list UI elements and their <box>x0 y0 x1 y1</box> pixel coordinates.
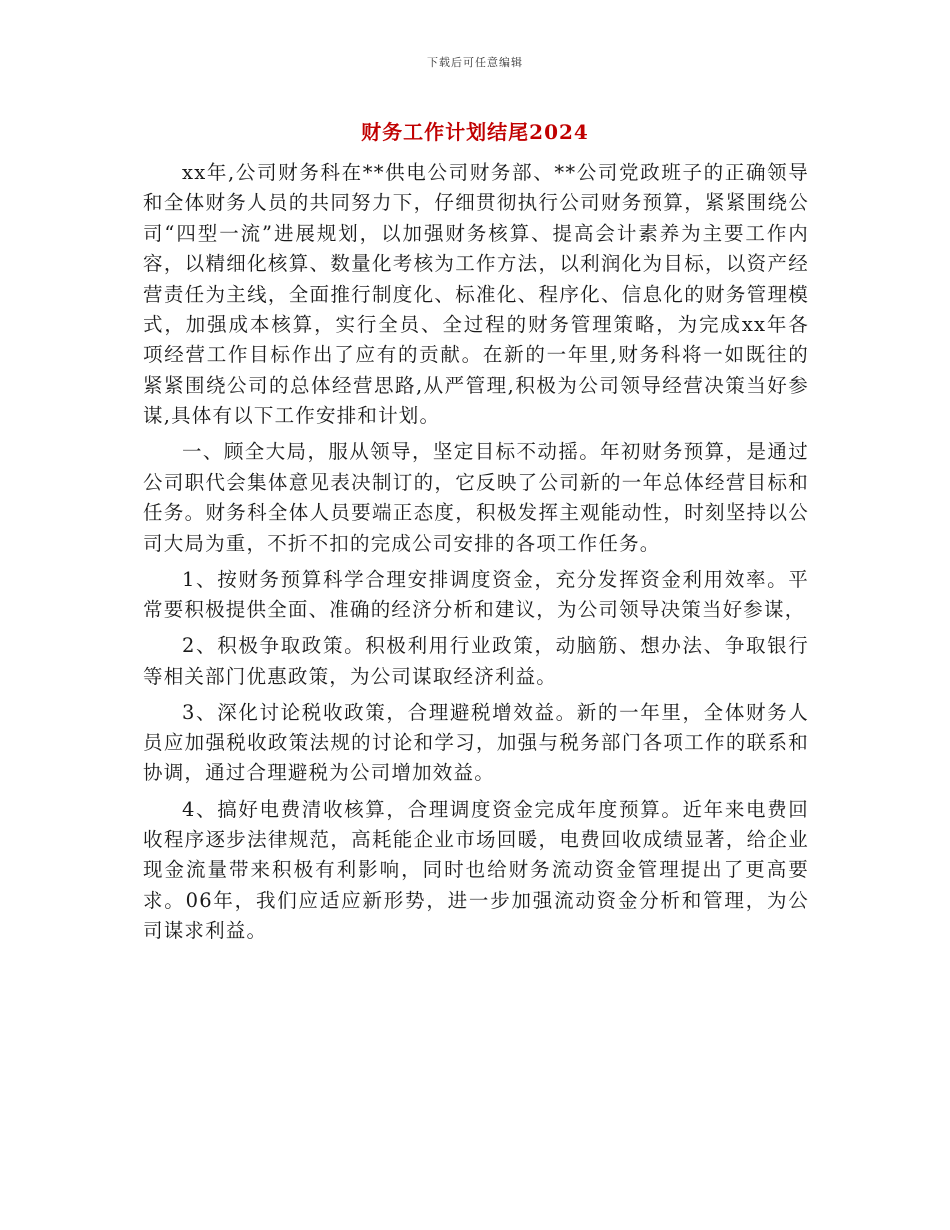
paragraph-item-3: 3、深化讨论税收政策，合理避税增效益。新的一年里，全体财务人员应加强税收政策法规的讨论和学习，加强与税务部门各项工作的联系和协调，通过合理避税为公司增加效益。 <box>143 700 809 785</box>
document-body <box>143 158 809 947</box>
paragraph-item-4: 4、搞好电费清收核算，合理调度资金完成年度预算。近年来电费回收程序逐步法律规范，高耗能企业市场回暖，电费回收成绩显著，给企业现金流量带来积极有利影响，同时也给财务流动资金管理提出了更高要求。06年，我们应适应新形势，进一步加强流动资金分析和管理，为公司谋求利益。 <box>143 797 809 943</box>
paragraph-item-2: 2、积极争取政策。积极利用行业政策，动脑筋、想办法、争取银行等相关部门优惠政策，为公司谋取经济利益。 <box>143 634 809 688</box>
paragraph-item-1: 1、按财务预算科学合理安排调度资金，充分发挥资金利用效率。平常要积极提供全面、准确的经济分析和建议，为公司领导决策当好参谋， <box>143 567 809 622</box>
document-title: 财务工作计划结尾2024 <box>361 120 589 144</box>
paragraph-intro: xx年,公司财务科在**供电公司财务部、**公司党政班子的正确领导和全体财务人员的共同努力下，仔细贯彻执行公司财务预算，紧紧围绕公司“四型一流”进展规划，以加强财务核算、提高会计素养为主要工作内容，以精细化核算、数量化考核为工作方法，以利润化为目标，以资产经营责任为主线，全面推行制度化、标准化、程序化、信息化的财务管理模式，加强成本核算，实行全员、全过程的财务管理策略，为完成xx年各项经营工作目标作出了应有的贡献。在新的一年里,财务科将一如既往的紧紧围绕公司的总体经营思路,从严管理,积极为公司领导经营决策当好参谋,具体有以下工作安排和计划。 <box>143 161 809 428</box>
header-note: 下载后可任意编辑 <box>427 56 523 69</box>
paragraph-section-1: 一、顾全大局，服从领导，坚定目标不动摇。年初财务预算，是通过公司职代会集体意见表决制订的，它反映了公司新的一年总体经营目标和任务。财务科全体人员要端正态度，积极发挥主观能动性，时刻坚持以公司大局为重，不折不扣的完成公司安排的各项工作任务。 <box>143 440 809 555</box>
